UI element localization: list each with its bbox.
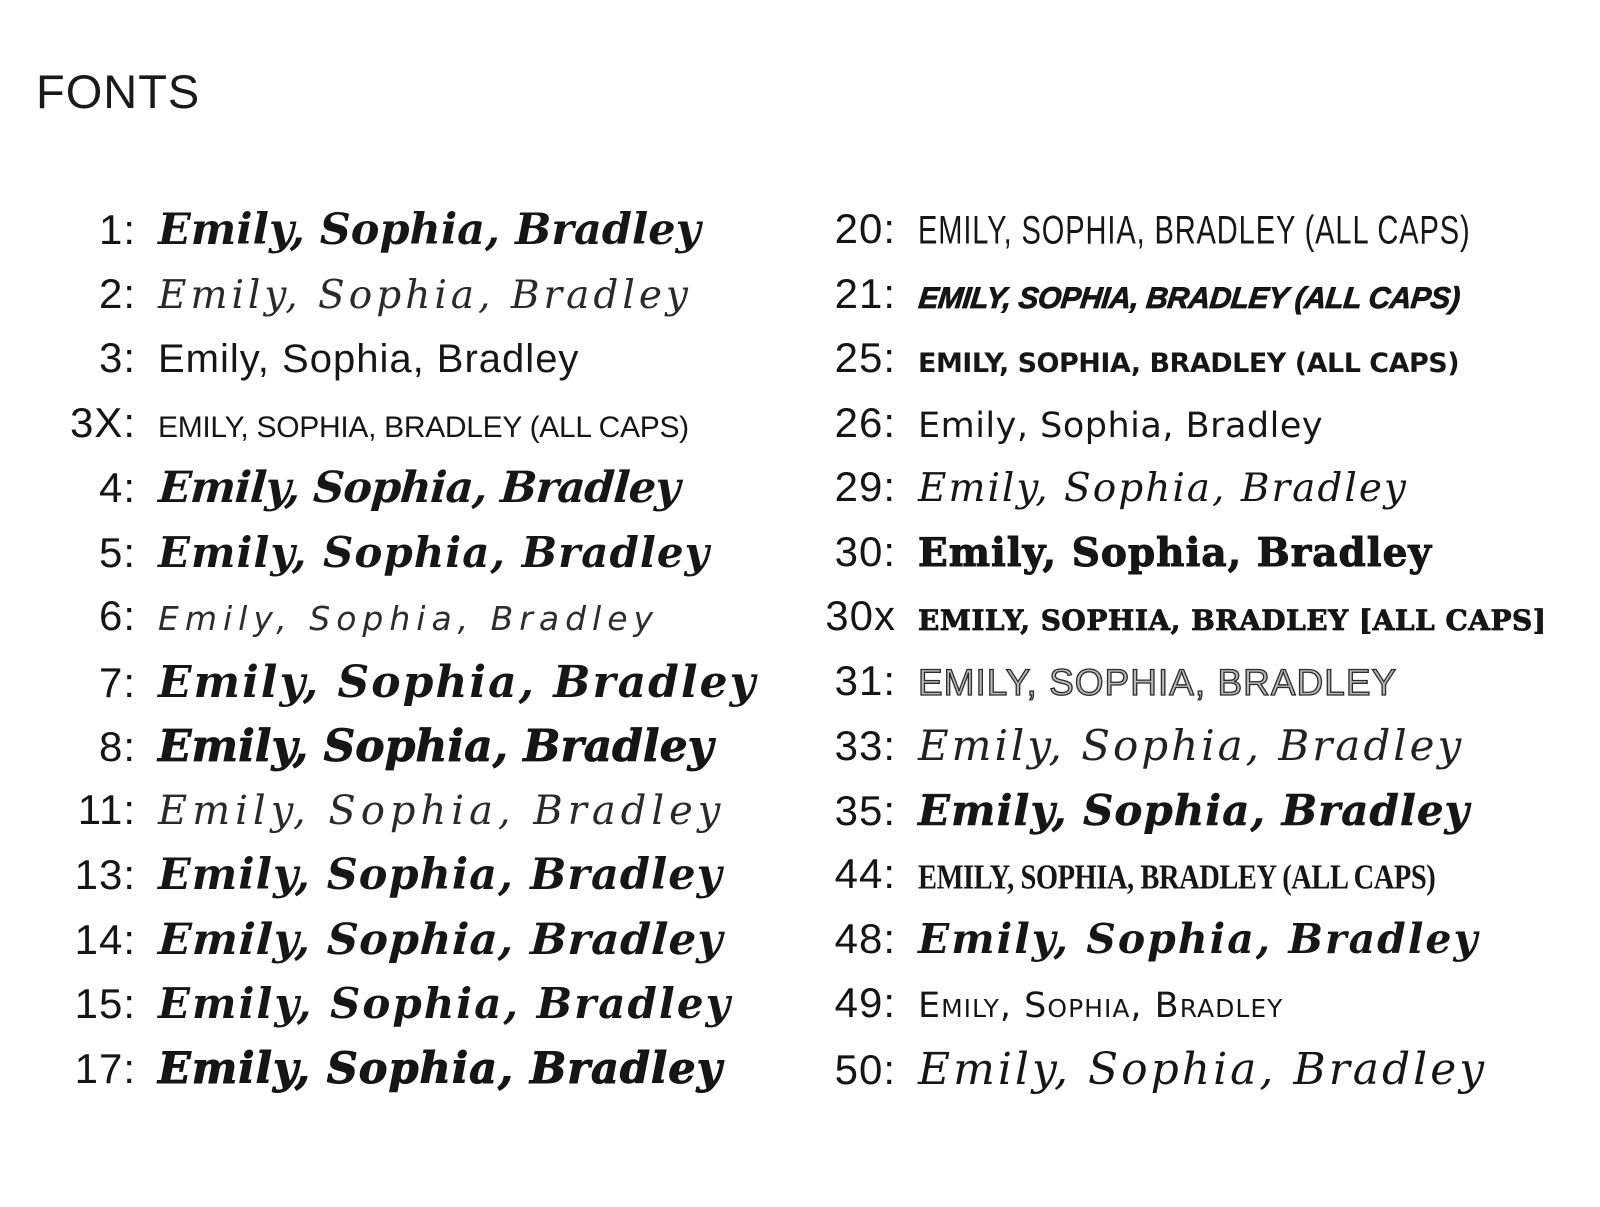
font-number-label: 14: xyxy=(74,915,136,963)
font-number-label: 26: xyxy=(834,398,896,446)
font-number-label: 30: xyxy=(834,527,896,575)
font-sample-text: EMILY, SOPHIA, BRADLEY (ALL CAPS) xyxy=(917,281,1462,315)
font-sample-text: Emily, Sophia, Bradley xyxy=(158,721,714,772)
font-number-label: 21: xyxy=(834,269,896,317)
font-number-label: 49: xyxy=(834,979,896,1026)
font-number-label: 3: xyxy=(98,334,136,381)
font-sample-row xyxy=(36,592,784,657)
font-sample-text: Emily, Sophia, Bradley xyxy=(158,272,692,318)
font-sample-text: Emily, Sophia, Bradley xyxy=(918,405,1324,446)
font-sample-row xyxy=(36,334,784,399)
font-sample-text: Emily, Sophia, Bradley xyxy=(158,337,580,381)
font-sample-text: Emily, Sophia, Bradley xyxy=(158,979,732,1028)
font-number-label: 5: xyxy=(98,528,136,576)
font-number-label: 1: xyxy=(98,206,136,253)
font-sample-text: Emily, Sophia, Bradley xyxy=(157,914,725,965)
font-sample-text: Emily, Sophia, Bradley xyxy=(158,787,726,834)
font-sample-row xyxy=(784,334,1554,399)
page-title: FONTS xyxy=(36,65,201,118)
font-number-label: 29: xyxy=(834,463,896,510)
font-list-column-right xyxy=(784,205,1554,1108)
font-sample-text: Emily, Sophia, Bradley xyxy=(158,205,701,255)
font-number-label: 4: xyxy=(98,464,136,511)
font-sample-row xyxy=(784,205,1554,270)
font-number-label: 44: xyxy=(834,850,896,897)
font-sample-row xyxy=(36,1044,784,1109)
font-sample-text: Emily, Sophia, Bradley xyxy=(158,527,710,577)
font-sample-row xyxy=(784,657,1554,722)
font-number-label: 20: xyxy=(834,205,896,252)
font-sample-text: Emily, Sophia, Bradley xyxy=(918,914,1480,963)
font-sample-text: Emily, Sophia, Bradley xyxy=(918,1043,1488,1095)
font-sample-text: EMILY, SOPHIA, BRADLEY (ALL CAPS) xyxy=(918,348,1460,379)
font-sample-text: EMILY, SOPHIA, BRADLEY (ALL CAPS) xyxy=(918,207,1471,253)
font-sample-row xyxy=(784,786,1554,851)
font-sample-row xyxy=(36,528,784,593)
font-sample-row xyxy=(784,979,1554,1044)
font-sample-text: EMILY, SOPHIA, BRADLEY xyxy=(918,661,1398,703)
font-sample-text: Emily, Sophia, Bradley xyxy=(918,529,1433,576)
font-sample-text: Emily, Sophia, Bradley xyxy=(918,785,1470,835)
font-list-column-left xyxy=(36,205,784,1108)
font-sample-row xyxy=(36,915,784,980)
font-sample-text: Emily, Sophia, Bradley xyxy=(158,656,758,708)
font-sample-row xyxy=(784,1044,1554,1109)
font-sample-row xyxy=(36,721,784,786)
font-number-label: 7: xyxy=(98,658,136,706)
font-sample-text: EMILY, SOPHIA, BRADLEY (ALL CAPS) xyxy=(158,410,689,444)
font-sample-row xyxy=(784,721,1554,786)
font-number-label: 25: xyxy=(834,334,896,381)
font-sample-text: Emily, Sophia, Bradley xyxy=(918,986,1284,1026)
font-number-label: 8: xyxy=(98,723,136,770)
font-number-label: 31: xyxy=(834,656,896,704)
font-number-label: 30x xyxy=(825,592,896,639)
font-number-label: 2: xyxy=(98,269,136,317)
font-sample-row xyxy=(36,270,784,335)
font-number-label: 48: xyxy=(834,914,896,962)
font-sample-text: Emily, Sophia, Bradley xyxy=(918,466,1408,511)
font-sample-text: Emily, Sophia, Bradley xyxy=(158,599,660,638)
font-sample-text: Emily, Sophia, Bradley xyxy=(156,463,682,513)
font-sample-text: EMILY, SOPHIA, BRADLEY [ALL CAPS] xyxy=(918,604,1547,637)
font-sample-row xyxy=(36,399,784,464)
font-sample-row xyxy=(36,850,784,915)
font-number-label: 6: xyxy=(98,592,136,639)
font-sample-row xyxy=(36,979,784,1044)
font-sample-row xyxy=(784,399,1554,464)
font-sample-text: EMILY, SOPHIA, BRADLEY (ALL CAPS) xyxy=(918,856,1436,897)
font-sample-row xyxy=(784,592,1554,657)
font-number-label: 50: xyxy=(834,1045,896,1093)
font-sample-row xyxy=(784,528,1554,593)
font-sample-row xyxy=(784,915,1554,980)
font-sample-row xyxy=(784,850,1554,915)
font-list-columns xyxy=(36,205,1564,1108)
font-sample-row xyxy=(784,463,1554,528)
font-sample-row xyxy=(36,205,784,270)
font-number-label: 33: xyxy=(834,722,896,769)
font-sample-text: Emily, Sophia, Bradley xyxy=(918,721,1465,770)
font-number-label: 15: xyxy=(74,980,136,1027)
font-sample-text: Emily, Sophia, Bradley xyxy=(158,850,723,900)
font-number-label: 3X: xyxy=(69,398,136,446)
font-sample-row xyxy=(36,463,784,528)
font-sample-row xyxy=(36,657,784,722)
font-number-label: 13: xyxy=(74,851,136,898)
font-number-label: 35: xyxy=(834,786,896,834)
font-sample-text: Emily, Sophia, Bradley xyxy=(158,1043,723,1094)
font-number-label: 17: xyxy=(74,1044,136,1092)
font-sample-row xyxy=(784,270,1554,335)
font-sample-row xyxy=(36,786,784,851)
font-number-label: 11: xyxy=(77,785,136,833)
